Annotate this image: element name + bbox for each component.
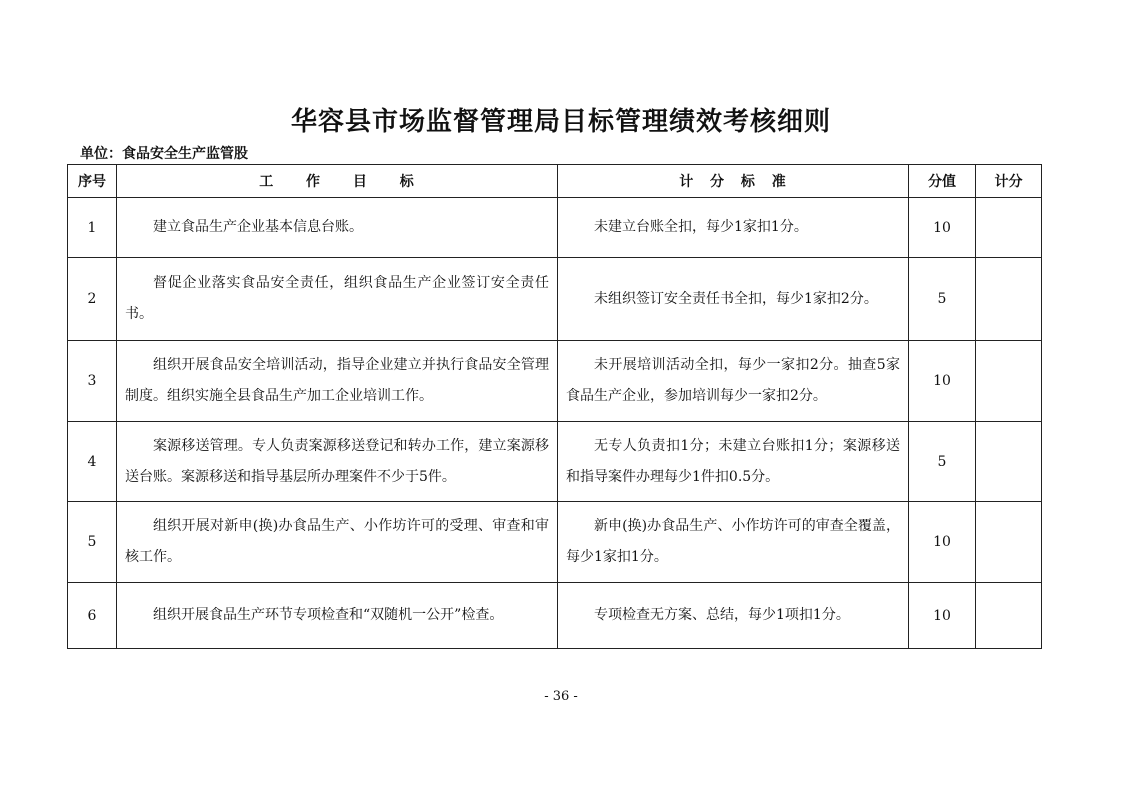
row-criteria <box>558 583 909 649</box>
row-criteria-text: 专项检查无方案、总结，每少1项扣1分。 <box>594 607 850 623</box>
row-seq: 6 <box>68 583 117 649</box>
row-value: 10 <box>909 502 976 583</box>
row-score <box>976 258 1042 341</box>
row-criteria-text: 未建立台账全扣，每少1家扣1分。 <box>594 219 808 235</box>
row-goal-text: 组织开展食品生产环节专项检查和“双随机一公开”检查。 <box>153 607 504 623</box>
table-row <box>68 583 1042 649</box>
row-goal <box>117 422 558 502</box>
row-goal <box>117 341 558 422</box>
row-goal-text: 案源移送管理。专人负责案源移送登记和转办工作，建立案源移送台账。案源移送和指导基层所办理案件不少于5件。 <box>125 437 549 485</box>
row-seq: 5 <box>68 502 117 583</box>
row-goal-text: 督促企业落实食品安全责任，组织食品生产企业签订安全责任书。 <box>125 275 549 322</box>
header-score-value: 分值 <box>909 165 976 198</box>
row-criteria <box>558 502 909 583</box>
table-header-row <box>68 165 1042 198</box>
row-value: 5 <box>909 422 976 502</box>
row-score <box>976 502 1042 583</box>
row-value: 5 <box>909 258 976 341</box>
header-score: 计分 <box>976 165 1042 198</box>
row-goal <box>117 258 558 341</box>
row-goal-text: 建立食品生产企业基本信息台账。 <box>153 219 363 235</box>
row-criteria-text: 无专人负责扣1分；未建立台账扣1分；案源移送和指导案件办理每少1件扣0.5分。 <box>566 437 900 485</box>
row-seq: 3 <box>68 341 117 422</box>
row-criteria <box>558 422 909 502</box>
table-row <box>68 422 1042 502</box>
row-score <box>976 583 1042 649</box>
row-seq: 1 <box>68 198 117 258</box>
row-seq: 2 <box>68 258 117 341</box>
page-number: - 36 - <box>544 689 578 704</box>
row-value: 10 <box>909 583 976 649</box>
row-score <box>976 198 1042 258</box>
row-goal <box>117 198 558 258</box>
table-row <box>68 258 1042 341</box>
row-goal-text: 组织开展对新申(换)办食品生产、小作坊许可的受理、审查和审核工作。 <box>125 518 549 565</box>
row-criteria <box>558 198 909 258</box>
row-value: 10 <box>909 198 976 258</box>
row-value: 10 <box>909 341 976 422</box>
document-title: 华容县市场监督管理局目标管理绩效考核细则 <box>290 107 831 137</box>
table-row <box>68 341 1042 422</box>
assessment-table <box>67 164 1042 649</box>
row-goal <box>117 502 558 583</box>
unit-label: 单位：食品安全生产监管股 <box>80 146 248 162</box>
row-goal <box>117 583 558 649</box>
header-goal: 工 作 目 标 <box>117 165 558 198</box>
header-criteria: 计 分 标 准 <box>558 165 909 198</box>
row-criteria-text: 未开展培训活动全扣，每少一家扣2分。抽查5家食品生产企业，参加培训每少一家扣2分。 <box>566 357 900 404</box>
table-row <box>68 502 1042 583</box>
row-criteria <box>558 258 909 341</box>
table-row <box>68 198 1042 258</box>
row-score <box>976 341 1042 422</box>
row-seq: 4 <box>68 422 117 502</box>
row-criteria <box>558 341 909 422</box>
row-score <box>976 422 1042 502</box>
header-seq: 序号 <box>68 165 117 198</box>
row-criteria-text: 未组织签订安全责任书全扣，每少1家扣2分。 <box>594 290 878 307</box>
row-criteria-text: 新申(换)办食品生产、小作坊许可的审查全覆盖，每少1家扣1分。 <box>566 518 900 565</box>
row-goal-text: 组织开展食品安全培训活动，指导企业建立并执行食品安全管理制度。组织实施全县食品生产加工企业培训工作。 <box>125 357 549 404</box>
